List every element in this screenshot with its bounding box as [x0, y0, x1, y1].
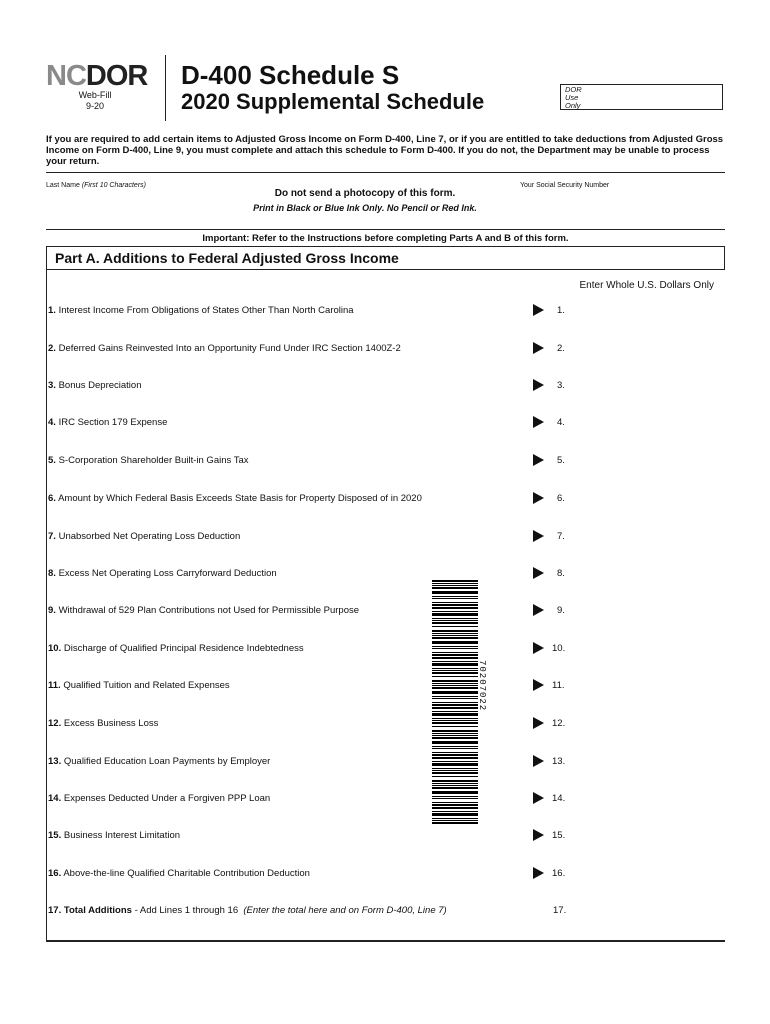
header-divider	[165, 55, 166, 121]
barcode-bar	[432, 646, 478, 647]
amount-field-2[interactable]: 2.	[557, 343, 565, 354]
line-item-9: 9. Withdrawal of 529 Plan Contributions not Used for Permissible Purpose	[48, 605, 360, 616]
web-fill-text: Web-Fill	[78, 90, 112, 100]
barcode-bar	[432, 730, 478, 732]
line-item-8: 8. Excess Net Operating Loss Carryforward Deduction	[48, 568, 277, 579]
barcode-bar	[432, 720, 478, 721]
barcode-bar	[432, 585, 478, 586]
barcode-bar	[432, 820, 478, 821]
ink-notice: Print in Black or Blue Ink Only. No Pencil or Red Ink.	[253, 203, 477, 213]
barcode-bar	[432, 635, 478, 636]
barcode-bar	[432, 696, 478, 697]
line-item-1: 1. Interest Income From Obligations of States Other Than North Carolina	[48, 305, 354, 316]
barcode-bar	[432, 698, 478, 699]
amount-field-12[interactable]: 12.	[552, 718, 566, 729]
barcode-bar	[432, 596, 478, 597]
line-item-6: 6. Amount by Which Federal Basis Exceeds State Basis for Property Disposed of in 2020	[48, 493, 422, 504]
barcode-bar	[432, 768, 478, 769]
barcode-bar	[432, 618, 478, 619]
barcode-bar	[432, 776, 478, 777]
barcode	[432, 580, 478, 826]
line-item-14: 14. Expenses Deducted Under a Forgiven PPP Loan	[48, 793, 271, 804]
barcode-bar	[432, 611, 478, 612]
line-item-13: 13. Qualified Education Loan Payments by Employer	[48, 756, 271, 767]
part-a-frame	[46, 270, 47, 941]
barcode-bar	[432, 663, 478, 666]
barcode-bar	[432, 735, 478, 736]
barcode-bar	[432, 691, 478, 694]
barcode-bar	[432, 602, 478, 603]
barcode-bar	[432, 620, 478, 621]
barcode-number: 70207022	[477, 660, 487, 712]
amount-field-14[interactable]: 14.	[552, 793, 566, 804]
barcode-bar	[432, 704, 478, 706]
form-version: 9-20	[85, 101, 104, 111]
barcode-bar	[432, 726, 478, 727]
barcode-bar	[432, 761, 478, 762]
barcode-bar	[432, 818, 478, 819]
barcode-bar	[432, 654, 478, 656]
barcode-bar	[432, 763, 478, 766]
arrow-icon	[533, 304, 544, 316]
barcode-bar	[432, 785, 478, 786]
arrow-icon	[533, 867, 544, 879]
arrow-icon	[533, 755, 544, 767]
arrow-icon	[533, 642, 544, 654]
arrow-icon	[533, 454, 544, 466]
barcode-bar	[432, 630, 478, 632]
barcode-bar	[432, 587, 478, 589]
arrow-icon	[533, 679, 544, 691]
amount-field-11[interactable]: 11.	[552, 680, 565, 691]
barcode-bar	[432, 622, 478, 624]
barcode-bar	[432, 672, 478, 674]
amount-field-16[interactable]: 16.	[552, 868, 566, 879]
barcode-bar	[432, 626, 478, 627]
arrow-icon	[533, 379, 544, 391]
barcode-bar	[432, 804, 478, 806]
barcode-bar	[432, 702, 478, 703]
barcode-bar	[432, 718, 478, 719]
barcode-bar	[432, 757, 478, 759]
line-item-11: 11. Qualified Tuition and Related Expenses	[48, 680, 230, 691]
arrow-icon	[533, 492, 544, 504]
barcode-bar	[432, 772, 478, 774]
arrow-icon	[533, 792, 544, 804]
barcode-bar	[432, 685, 478, 686]
line-item-15: 15. Business Interest Limitation	[48, 830, 181, 841]
barcode-bar	[432, 633, 478, 634]
barcode-bar	[432, 687, 478, 689]
barcode-bar	[432, 580, 478, 582]
line-item-7: 7. Unabsorbed Net Operating Loss Deduction	[48, 531, 241, 542]
barcode-bar	[432, 741, 478, 744]
barcode-bar	[432, 676, 478, 677]
part-a-header: Part A. Additions to Federal Adjusted Gross Income	[46, 246, 725, 270]
barcode-bar	[432, 683, 478, 684]
arrow-icon	[533, 717, 544, 729]
amount-field-8[interactable]: 8.	[557, 568, 565, 579]
barcode-bar	[432, 798, 478, 799]
barcode-bar	[432, 783, 478, 784]
no-photocopy-notice: Do not send a photocopy of this form.	[274, 188, 456, 199]
barcode-bar	[432, 748, 478, 749]
web-fill-label	[60, 90, 130, 112]
line-item-4: 4. IRC Section 179 Expense	[48, 417, 168, 428]
barcode-bar	[432, 711, 478, 712]
barcode-bar	[432, 670, 478, 671]
arrow-icon	[533, 342, 544, 354]
amount-field-1[interactable]: 1.	[557, 305, 565, 316]
line-item-16: 16. Above-the-line Qualified Charitable Contribution Deduction	[48, 868, 310, 879]
arrow-icon	[533, 829, 544, 841]
form-subtitle: 2020 Supplemental Schedule	[181, 89, 485, 114]
whole-dollars-note: Enter Whole U.S. Dollars Only	[579, 280, 714, 291]
barcode-bar	[432, 746, 478, 747]
last-name-field[interactable]: Last Name (First 10 Characters)	[46, 182, 146, 189]
barcode-bar	[432, 780, 478, 782]
amount-field-4[interactable]: 4.	[557, 417, 565, 428]
line-item-10: 10. Discharge of Qualified Principal Residence Indebtedness	[48, 643, 304, 654]
arrow-icon	[533, 604, 544, 616]
line-item-3: 3. Bonus Depreciation	[48, 380, 142, 391]
barcode-bar	[432, 637, 478, 639]
barcode-bar	[432, 752, 478, 753]
barcode-bar	[432, 791, 478, 794]
barcode-bar	[432, 733, 478, 734]
total-additions-field[interactable]: 17.	[553, 905, 567, 916]
amount-field-5[interactable]: 5.	[557, 455, 565, 466]
amount-field-7[interactable]: 7.	[557, 531, 565, 542]
divider	[46, 172, 725, 173]
barcode-bar	[432, 652, 478, 653]
amount-field-3[interactable]: 3.	[557, 380, 565, 391]
barcode-bar	[432, 802, 478, 803]
amount-field-9[interactable]: 9.	[557, 605, 565, 616]
barcode-bar	[432, 713, 478, 716]
arrow-icon	[533, 567, 544, 579]
barcode-bar	[432, 787, 478, 789]
line-item-12: 12. Excess Business Loss	[48, 718, 159, 729]
barcode-bar	[432, 722, 478, 724]
barcode-bar	[432, 813, 478, 816]
barcode-bar	[432, 680, 478, 682]
barcode-bar	[432, 707, 478, 709]
important-notice: Important: Refer to the Instructions before completing Parts A and B of this form.	[202, 233, 569, 244]
dor-use-only-box: DOR Use Only	[560, 84, 723, 110]
barcode-bar	[432, 613, 478, 616]
total-additions-line: 17. Total Additions - Add Lines 1 through 16 (Enter the total here and on Form D-400, Line 7)	[48, 905, 447, 916]
barcode-bar	[432, 583, 478, 584]
amount-field-6[interactable]: 6.	[557, 493, 565, 504]
barcode-bar	[432, 604, 478, 606]
divider	[46, 229, 725, 230]
barcode-bar	[432, 661, 478, 662]
barcode-bar	[432, 657, 478, 659]
barcode-bar	[432, 811, 478, 812]
arrow-icon	[533, 530, 544, 542]
amount-field-10[interactable]: 10.	[552, 643, 566, 654]
arrow-icon	[533, 416, 544, 428]
line-item-2: 2. Deferred Gains Reinvested Into an Opportunity Fund Under IRC Section 1400Z-2	[48, 343, 401, 354]
barcode-bar	[432, 796, 478, 797]
amount-field-13[interactable]: 13.	[552, 756, 566, 767]
intro-instructions: If you are required to add certain items to Adjusted Gross Income on Form D-400, Line 7, or if you are entitled to take deductions from Adjusted Gross Income on Form D-400, Line 9, you must complete and attach this schedule to Form D-400. If you do not, the Department may be unable to process your return.	[46, 134, 724, 167]
form-title: D-400 Schedule S	[181, 60, 400, 90]
ssn-field[interactable]: Your Social Security Number	[520, 182, 610, 189]
barcode-bar	[432, 648, 478, 649]
amount-field-15[interactable]: 15.	[552, 830, 566, 841]
barcode-bar	[432, 598, 478, 599]
barcode-bar	[432, 822, 478, 824]
barcode-bar	[432, 668, 478, 669]
barcode-bar	[432, 770, 478, 771]
barcode-bar	[432, 807, 478, 809]
barcode-bar	[432, 607, 478, 609]
line-item-5: 5. S-Corporation Shareholder Built-in Gains Tax	[48, 455, 249, 466]
barcode-bar	[432, 754, 478, 756]
barcode-bar	[432, 641, 478, 644]
part-a-bottom-rule	[46, 940, 725, 942]
barcode-bar	[432, 737, 478, 739]
barcode-bar	[432, 591, 478, 594]
ncdor-logo: NCDOR	[46, 60, 148, 92]
